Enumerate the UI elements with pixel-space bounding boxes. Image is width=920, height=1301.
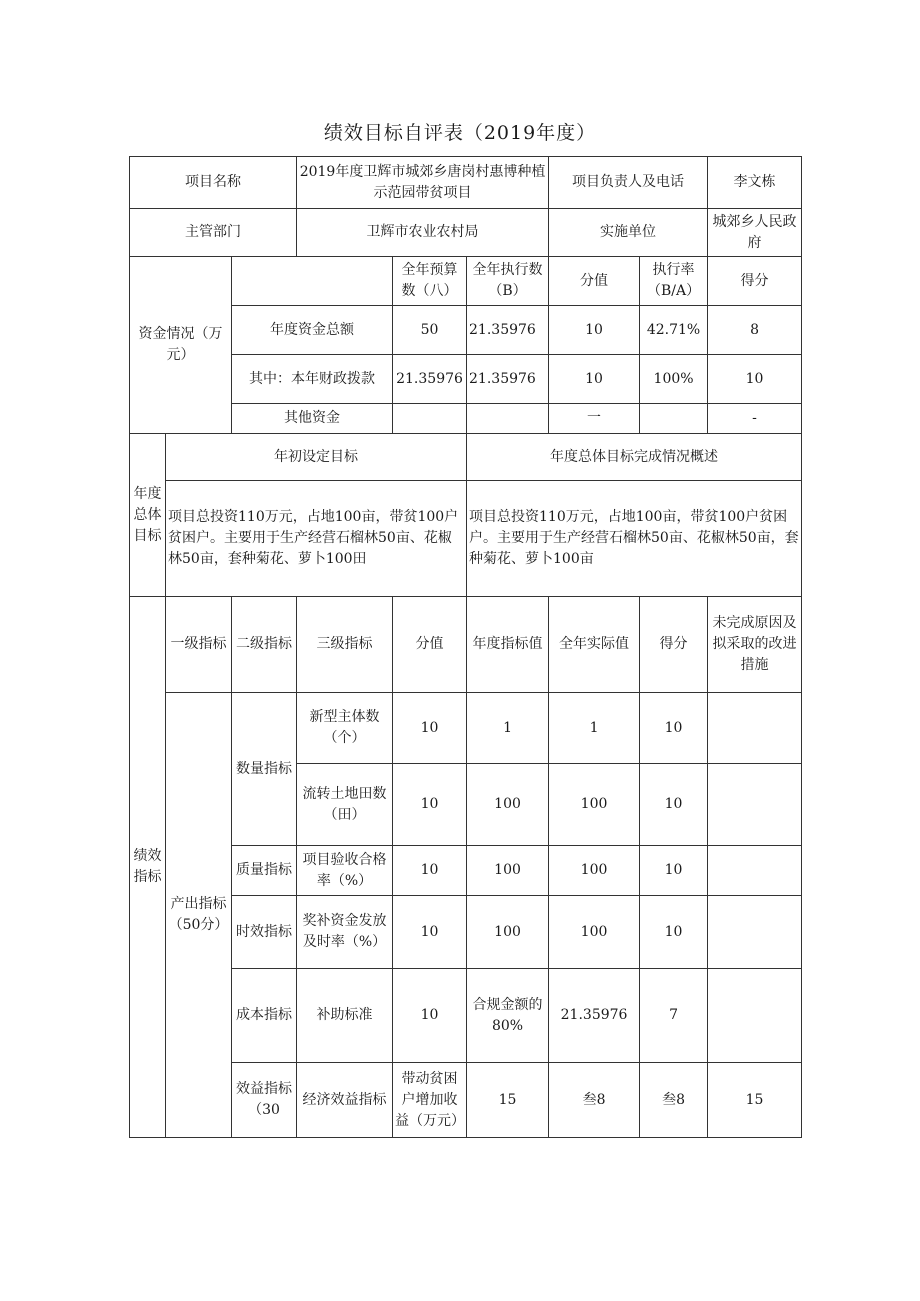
indicator-reason (708, 764, 802, 846)
perf-header-actual: 全年实际值 (549, 597, 640, 693)
output-indicator-label: 产出指标（50分） (166, 693, 232, 1138)
funds-got: 8 (708, 306, 802, 355)
perf-header-score: 分值 (393, 597, 467, 693)
indicator-got: 10 (640, 846, 708, 896)
perf-header-got: 得分 (640, 597, 708, 693)
goals-summary-text: 项目总投资110万元，占地100亩，带贫100户贫困户。主要用于生产经营石榴林50亩、花椒林50亩，套种菊花、萝卜100亩 (467, 481, 802, 597)
goals-section-label: 年度总体目标 (130, 434, 166, 597)
leader-value: 李文栋 (708, 157, 802, 209)
funds-exec (467, 404, 549, 434)
funds-rate: 42.71% (640, 306, 708, 355)
l3-indicator: 项目验收合格率（%） (297, 846, 393, 896)
indicator-score: 10 (393, 846, 467, 896)
l3-indicator: 奖补资金发放及时率（%） (297, 896, 393, 969)
funds-row-label: 年度资金总额 (232, 306, 393, 355)
col-rate: 执行率（B/A） (640, 257, 708, 306)
funds-rate (640, 404, 708, 434)
indicator-actual: 100 (549, 896, 640, 969)
goals-summary-label: 年度总体目标完成情况概述 (467, 434, 802, 481)
funds-row-label: 其他资金 (232, 404, 393, 434)
indicator-reason (708, 896, 802, 969)
perf-header-level2: 二级指标 (232, 597, 297, 693)
indicator-actual: 21.35976 (549, 969, 640, 1063)
indicator-actual: 100 (549, 764, 640, 846)
funds-rate: 100% (640, 355, 708, 404)
perf-header-level1: 一级指标 (166, 597, 232, 693)
indicator-score: 10 (393, 896, 467, 969)
economic-indicator-label: 经济效益指标 (297, 1063, 393, 1138)
indicator-got: 7 (640, 969, 708, 1063)
funds-score: 10 (549, 355, 640, 404)
timely-indicator-label: 时效指标 (232, 896, 297, 969)
funds-budget (393, 404, 467, 434)
perf-header-target: 年度指标值 (467, 597, 549, 693)
project-name-value: 2019年度卫辉市城郊乡唐岗村惠博种植示范园带贫项目 (297, 157, 549, 209)
indicator-reason (708, 969, 802, 1063)
indicator-got: 10 (640, 693, 708, 764)
cost-indicator-label: 成本指标 (232, 969, 297, 1063)
goals-initial-text: 项目总投资110万元，占地100亩，带贫100户贫困户。主要用于生产经营石榴林50亩、花椒林50亩，套种菊花、萝卜100田 (166, 481, 467, 597)
impl-value: 城郊乡人民政府 (708, 209, 802, 257)
page-title: 绩效目标自评表（2019年度） (323, 122, 597, 144)
indicator-score: 10 (393, 693, 467, 764)
l3-indicator: 新型主体数（个） (297, 693, 393, 764)
funds-exec: 21.35976 (467, 355, 549, 404)
indicator-target: 100 (467, 846, 549, 896)
indicator-target: 叁8 (549, 1063, 640, 1138)
benefit-indicator-label: 效益指标（30 (232, 1063, 297, 1138)
col-exec: 全年执行数（B） (467, 257, 549, 306)
goals-initial-label: 年初设定目标 (166, 434, 467, 481)
funds-got: - (708, 404, 802, 434)
indicator-actual: 1 (549, 693, 640, 764)
quality-indicator-label: 质量指标 (232, 846, 297, 896)
impl-label: 实施单位 (549, 209, 708, 257)
funds-section-label: 资金情况（万元） (130, 257, 232, 434)
funds-score: 一 (549, 404, 640, 434)
funds-budget: 50 (393, 306, 467, 355)
indicator-got: 15 (708, 1063, 802, 1138)
quantity-indicator-label: 数量指标 (232, 693, 297, 846)
funds-row-label: 其中：本年财政拨款 (232, 355, 393, 404)
indicator-actual: 100 (549, 846, 640, 896)
indicator-score: 15 (467, 1063, 549, 1138)
indicator-target: 合规金额的80% (467, 969, 549, 1063)
indicator-target: 100 (467, 764, 549, 846)
perf-header-reason: 未完成原因及拟采取的改进措施 (708, 597, 802, 693)
funds-got: 10 (708, 355, 802, 404)
dept-label: 主管部门 (130, 209, 297, 257)
col-got: 得分 (708, 257, 802, 306)
funds-budget: 21.35976 (393, 355, 467, 404)
col-budget: 全年预算数（八） (393, 257, 467, 306)
leader-label: 项目负责人及电话 (549, 157, 708, 209)
indicator-got: 10 (640, 896, 708, 969)
indicator-actual: 叁8 (640, 1063, 708, 1138)
indicator-reason (708, 693, 802, 764)
dept-value: 卫辉市农业农村局 (297, 209, 549, 257)
indicator-got: 10 (640, 764, 708, 846)
funds-score: 10 (549, 306, 640, 355)
l3-indicator: 补助标准 (297, 969, 393, 1063)
evaluation-table (129, 156, 802, 1138)
col-score: 分值 (549, 257, 640, 306)
indicator-target: 100 (467, 896, 549, 969)
indicator-score: 10 (393, 764, 467, 846)
perf-header-level3: 三级指标 (297, 597, 393, 693)
funds-blank-header (232, 257, 393, 306)
project-name-label: 项目名称 (130, 157, 297, 209)
l3-indicator: 流转土地田数（田） (297, 764, 393, 846)
l3-indicator: 带动贫困户增加收益（万元） (393, 1063, 467, 1138)
indicator-score: 10 (393, 969, 467, 1063)
perf-section-label: 绩效指标 (130, 597, 166, 1138)
indicator-reason (708, 846, 802, 896)
funds-exec: 21.35976 (467, 306, 549, 355)
indicator-target: 1 (467, 693, 549, 764)
